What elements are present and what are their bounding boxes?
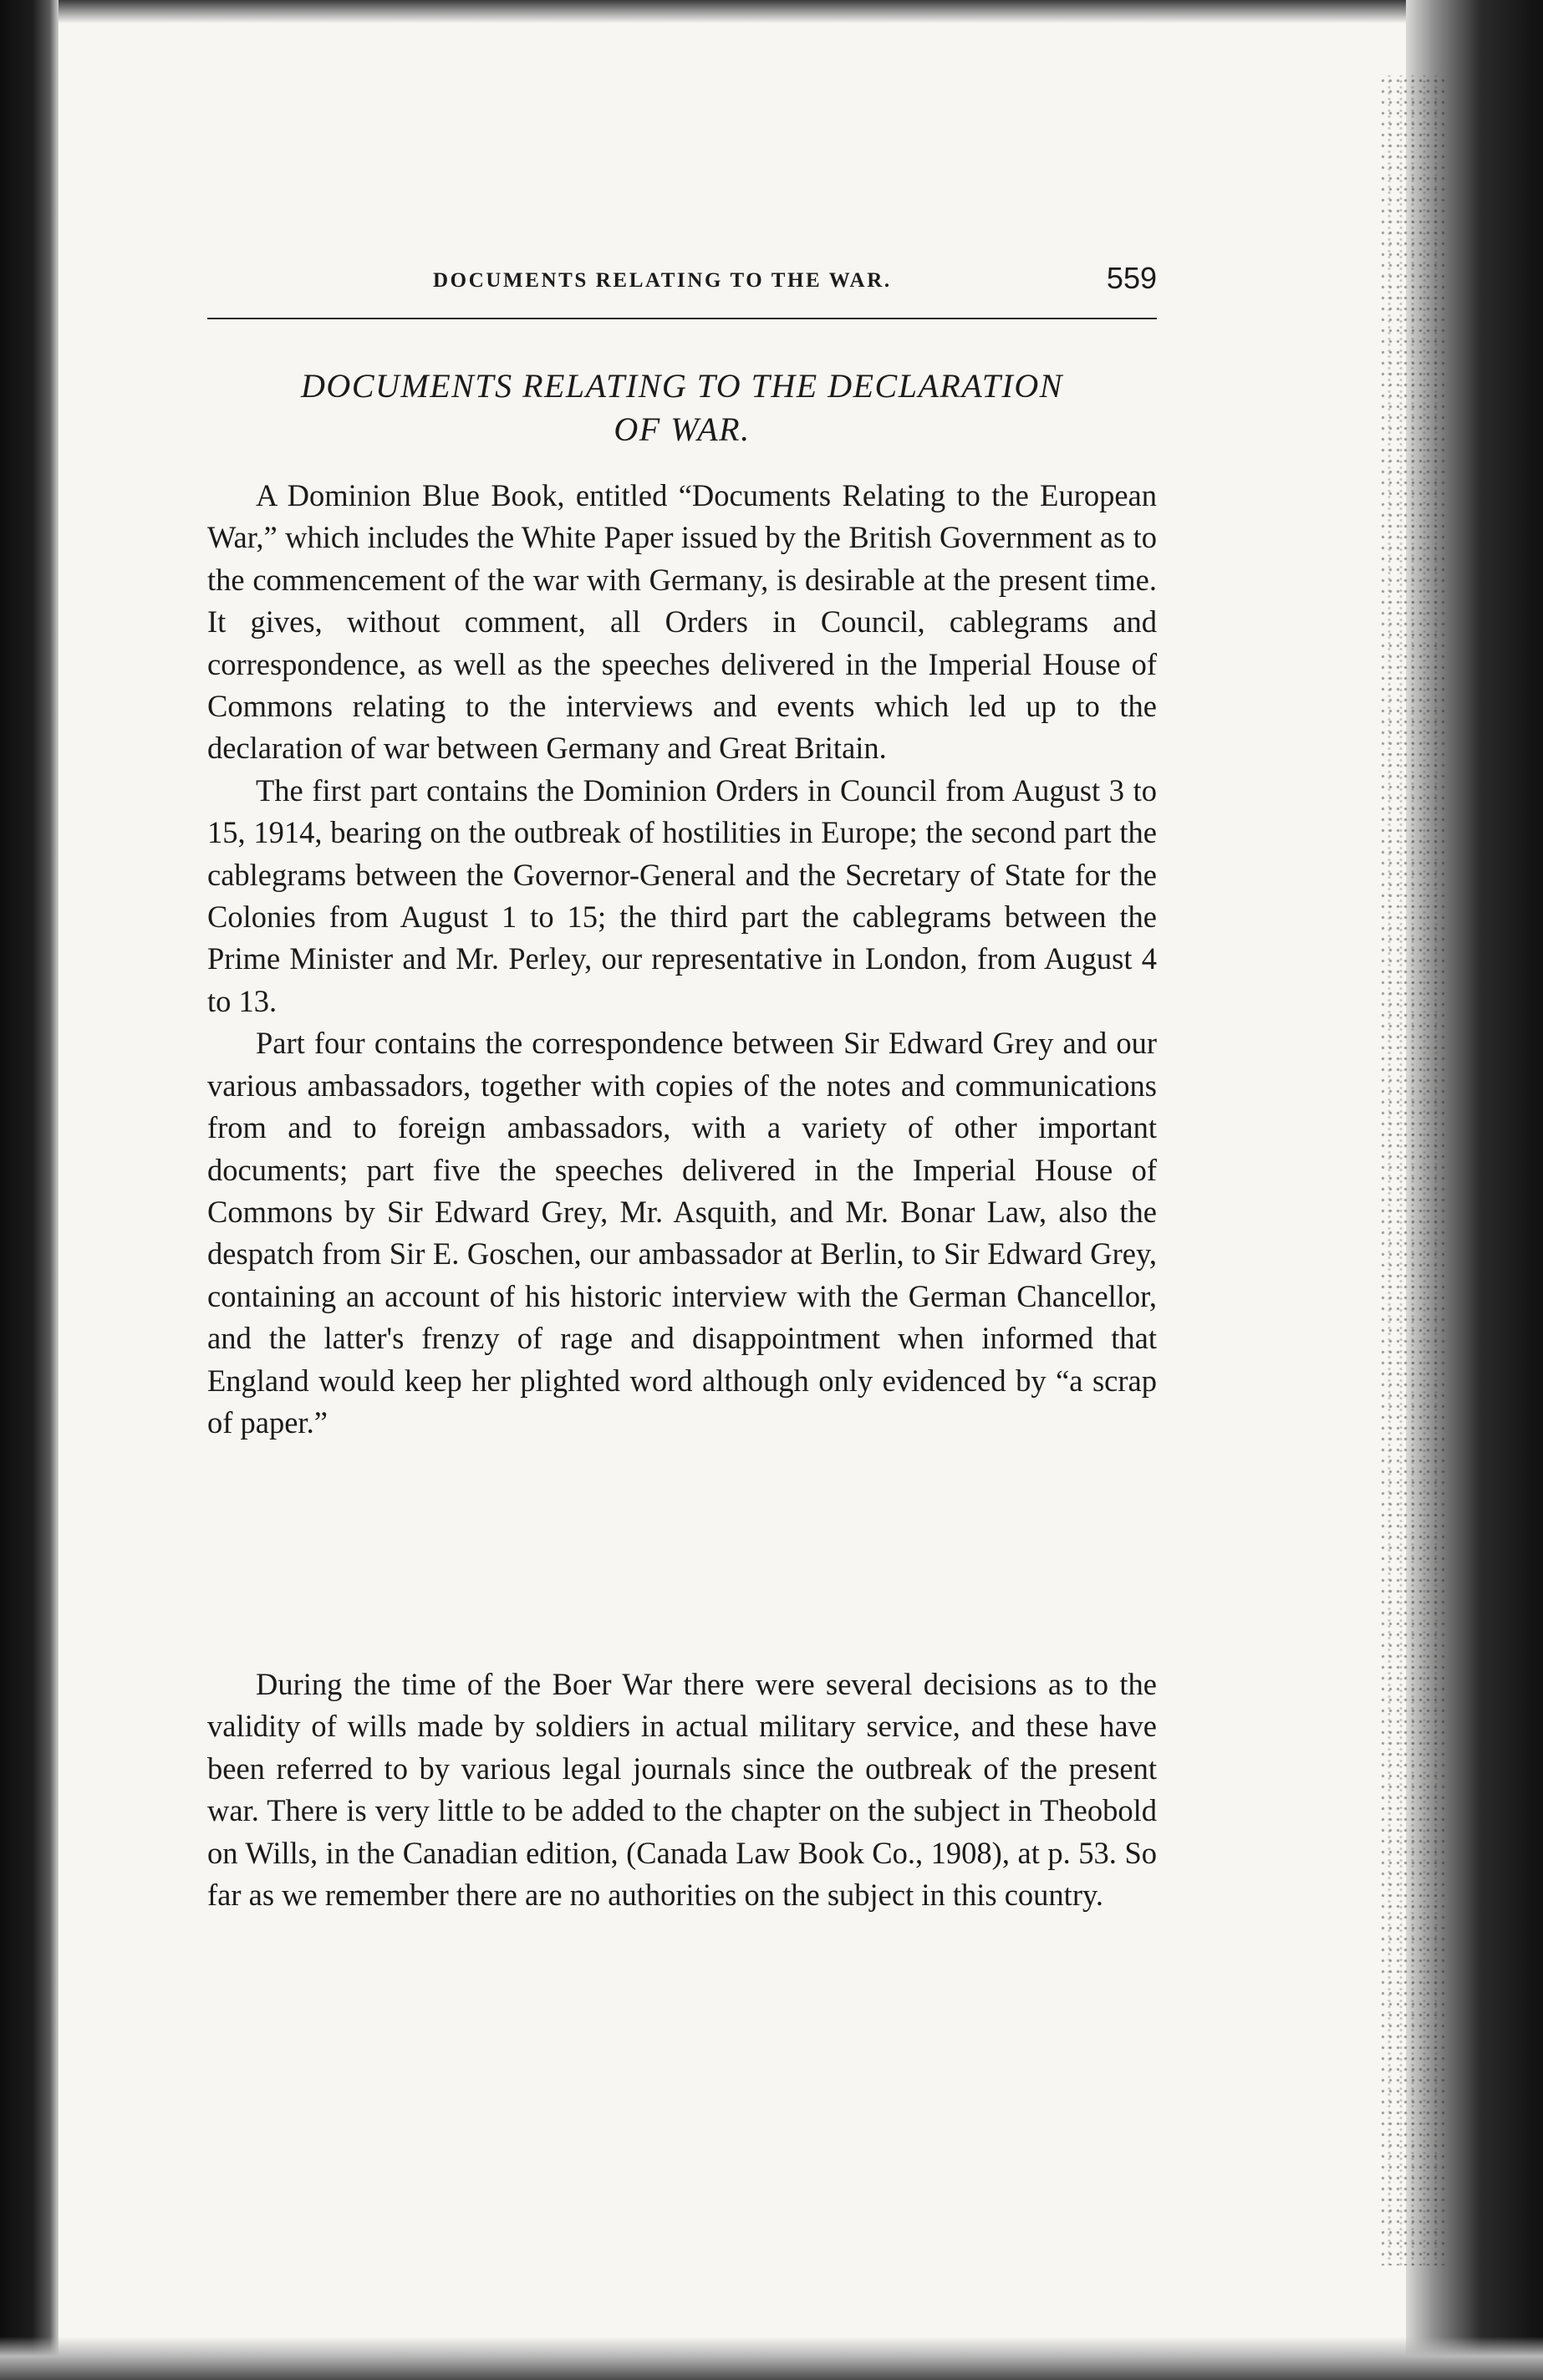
header-rule xyxy=(207,318,1157,319)
article-title-line-2: OF WAR. xyxy=(614,410,751,448)
page-number: 559 xyxy=(1106,261,1157,295)
scan-noise xyxy=(1379,75,1446,2265)
article-title-line-1: DOCUMENTS RELATING TO THE DECLARATION xyxy=(301,367,1063,405)
article-paragraph-1: A Dominion Blue Book, entitled “Documents Relating to the European War,” which includes the White Paper issued by the British Government as to the commencement of the war with Germany, is desirable at the present time. It gives, without comment, all Orders in Council, cablegrams and correspondence, as well as the speeches delivered in the Imperial House of Commons relating to the interviews and events which led up to the declaration of war between Germany and Great Britain. xyxy=(207,478,1157,766)
scan-left-edge xyxy=(0,0,59,2380)
article-body xyxy=(207,475,1157,1444)
note-body xyxy=(207,1664,1157,1916)
article-title xyxy=(207,364,1157,451)
article-paragraph-3: Part four contains the correspondence between Sir Edward Grey and our various ambassadors, together with copies of the notes and communications from and to foreign ambassadors, with a variety of other important documents; part five the speeches delivered in the Imperial House of Commons by Sir Edward Grey, Mr. Asquith, and Mr. Bonar Law, also the despatch from Sir E. Goschen, our ambassador at Berlin, to Sir Edward Grey, containing an account of his historic interview with the German Chancellor, and the latter's frenzy of rage and disappointment when informed that England would keep her plighted word although only evidenced by “a scrap of paper.” xyxy=(207,1026,1157,1440)
note-paragraph: During the time of the Boer War there were several decisions as to the validity of wills made by soldiers in actual military service, and these have been referred to by various legal journals since the outbreak of the present war. There is very little to be added to the chapter on the subject in Theobold on Wills, in the Canadian edition, (Canada Law Book Co., 1908), at p. 53. So far as we remember there are no authorities on the subject in this country. xyxy=(207,1667,1157,1913)
running-head xyxy=(207,261,1157,311)
scan-top-edge xyxy=(0,0,1543,23)
scan-bottom-edge xyxy=(0,2337,1543,2380)
running-head-title: DOCUMENTS RELATING TO THE WAR. xyxy=(433,269,892,292)
article-paragraph-2: The first part contains the Dominion Orders in Council from August 3 to 15, 1914, bearing on the outbreak of hostilities in Europe; the second part the cablegrams between the Governor-General and the Secretary of State for the Colonies from August 1 to 15; the third part the cablegrams between the Prime Minister and Mr. Perley, our representative in London, from August 4 to 13. xyxy=(207,772,1157,1018)
